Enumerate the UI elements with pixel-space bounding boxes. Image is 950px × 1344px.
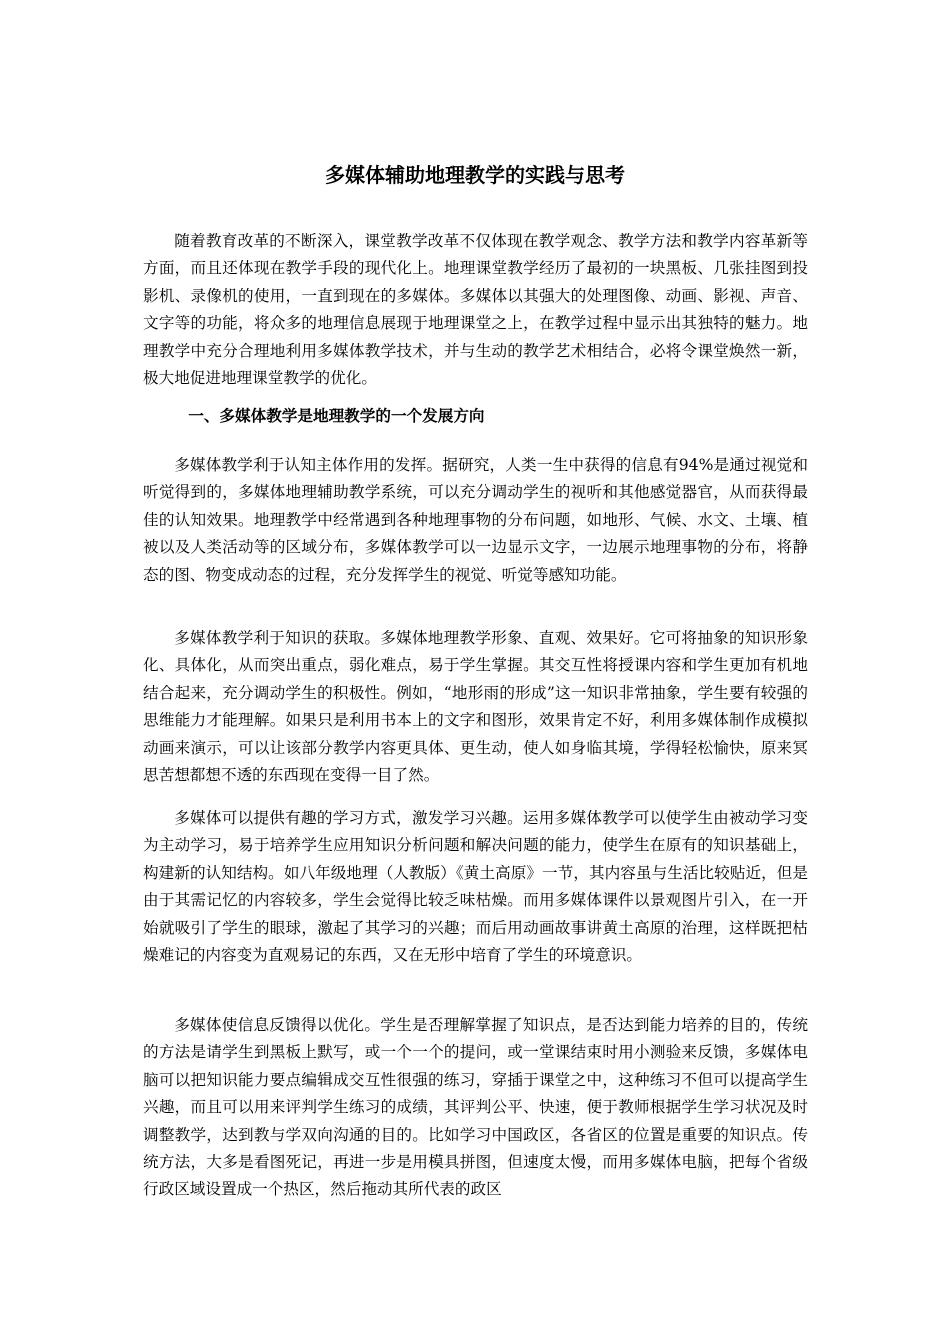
body-paragraph: 多媒体使信息反馈得以优化。学生是否理解掌握了知识点，是否达到能力培养的目的，传统的方法是请学生到黑板上默写，或一个一个的提问，或一堂课结束时用小测验来反馈，多媒体电脑可以把知识能力要点编辑成交互性很强的练习，穿插于课堂之中，这种练习不但可以提高学生兴趣，而且可以用来评判学生练习的成绩，其评判公平、快速，便于教师根据学生学习状况及时调整教学，达到教与学双向沟通的目的。比如学习中国政区，各省区的位置是重要的知识点。传统方法，大多是看图死记，再进一步是用模具拼图，但速度太慢，而用多媒体电脑，把每个省级行政区域设置成一个热区，然后拖动其所代表的政区 (143, 1016, 808, 1199)
body-paragraph: 多媒体教学利于认知主体作用的发挥。据研究，人类一生中获得的信息有94%是通过视觉和听觉得到的，多媒体地理辅助教学系统，可以充分调动学生的视听和其他感觉器官，从而获得最佳的认知效果。地理教学中经常遇到各种地理事物的分布问题，如地形、气候、水文、土壤、植被以及人类活动等的区域分布，多媒体教学可以一边显示文字，一边展示地理事物的分布，将静态的图、物变成动态的过程，充分发挥学生的视觉、听觉等感知功能。 (143, 456, 808, 584)
body-paragraph: 多媒体教学利于知识的获取。多媒体地理教学形象、直观、效果好。它可将抽象的知识形象化、具体化，从而突出重点，弱化难点，易于学生掌握。其交互性将授课内容和学生更加有机地结合起来，充分调动学生的积极性。例如，“地形雨的形成”这一知识非常抽象，学生要有较强的思维能力才能理解。如果只是利用书本上的文字和图形，效果肯定不好，利用多媒体制作成模拟动画来演示，可以让该部分教学内容更具体、更生动，使人如身临其境，学得轻松愉快，原来冥思苦想都想不透的东西现在变得一目了然。 (143, 629, 808, 785)
document-title: 多媒体辅助地理教学的实践与思考 (325, 163, 625, 187)
intro-paragraph: 随着教育改革的不断深入，课堂教学改革不仅体现在教学观念、教学方法和教学内容革新等方面，而且还体现在教学手段的现代化上。地理课堂教学经历了最初的一块黑板、几张挂图到投影机、录像机的使用，一直到现在的多媒体。多媒体以其强大的处理图像、动画、影视、声音、文字等的功能，将众多的地理信息展现于地理课堂之上，在教学过程中显示出其独特的魅力。地理教学中充分合理地利用多媒体教学技术，并与生动的教学艺术相结合，必将令课堂焕然一新，极大地促进地理课堂教学的优化。 (143, 232, 808, 388)
body-paragraph: 多媒体可以提供有趣的学习方式，激发学习兴趣。运用多媒体教学可以使学生由被动学习变为主动学习，易于培养学生应用知识分析问题和解决问题的能力，使学生在原有的知识基础上，构建新的认知结构。如八年级地理（人教版）《黄土高原》一节，其内容虽与生活比较贴近，但是由于其需记忆的内容较多，学生会觉得比较乏味枯燥。而用多媒体课件以景观图片引入，在一开始就吸引了学生的眼球，激起了其学习的兴趣；而后用动画故事讲黄土高原的治理，这样既把枯燥难记的内容变为直观易记的东西，又在无形中培育了学生的环境意识。 (143, 809, 808, 965)
section-heading: 一、多媒体教学是地理教学的一个发展方向 (188, 407, 485, 425)
